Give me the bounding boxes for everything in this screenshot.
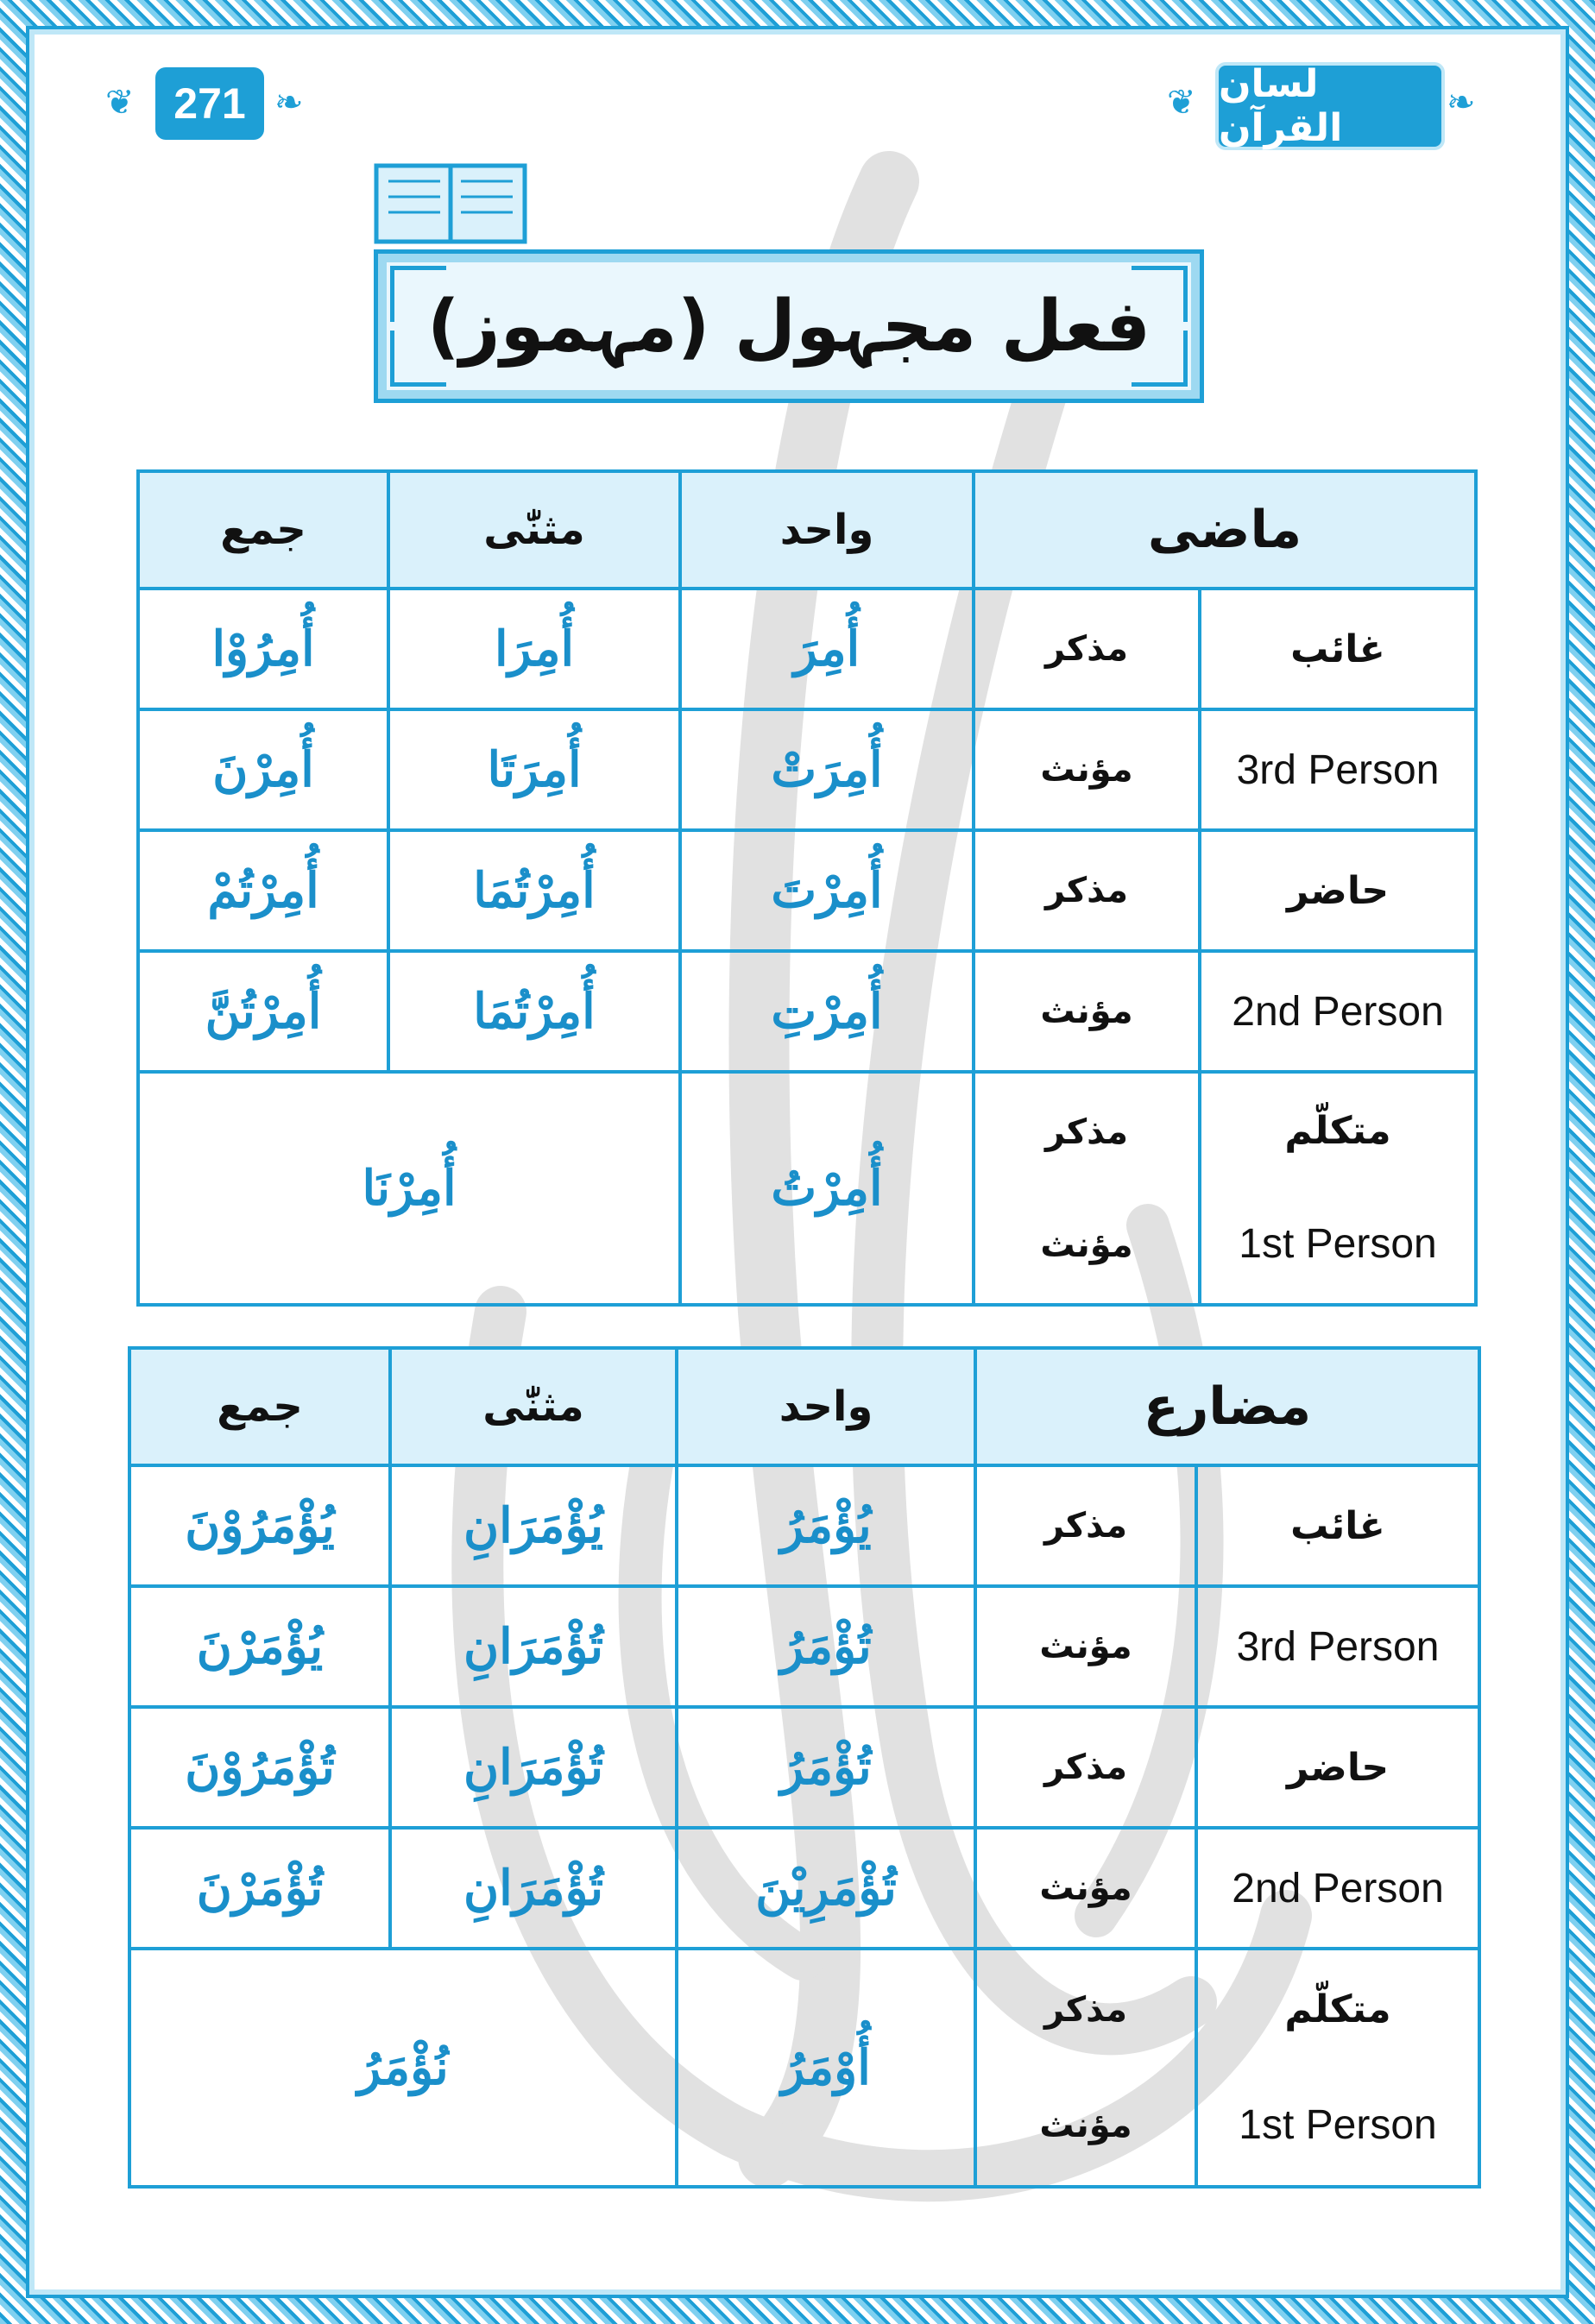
open-book-icon [373,162,528,245]
gender-label: مؤنث [1040,992,1133,1031]
gender-label: مؤنث [1039,1868,1132,1908]
verb-form: أُمِرْتِ [771,983,883,1040]
header-tense: مضارع [975,1348,1479,1465]
verb-form: تُؤْمَرُ [780,1618,872,1675]
table-row [129,1586,1479,1707]
table-row [138,951,1476,1072]
person-label: متکلّم [1284,1109,1391,1153]
header-wahid: واحد [677,1348,975,1465]
verb-form: نُؤْمَرُ [357,2039,449,2096]
person-label: 3rd Person [1236,1623,1440,1670]
verb-form: أُمِرْنَا [362,1160,457,1217]
gender-label: مذکر [1043,1748,1127,1787]
corner-ornament [390,331,446,387]
verb-form: تُؤْمَرِيْنَ [755,1860,897,1917]
verb-form: تُؤْمَرَانِ [463,1618,604,1675]
page-title: فعل مجہول (مہموز) [426,285,1151,368]
header-wahid: واحد [680,471,974,589]
verb-form: يُؤْمَرُ [780,1497,872,1554]
flourish-right-icon: ❧ [1447,83,1476,123]
person-label: متکلّم [1284,1987,1391,2031]
verb-form: أُمِرْتُ [771,1160,883,1217]
verb-form: أُمِرَ [793,620,861,677]
madi-table [136,469,1478,1307]
verb-form: أُمِرَا [494,620,574,677]
verb-form: أُوْمَرُ [781,2039,871,2096]
verb-form: أُمِرْتُمَا [473,862,596,919]
verb-form: أُمِرْتُمْ [207,862,319,919]
gender-label: مذکر [1044,629,1128,669]
gender-label: مؤنث [1040,1225,1133,1265]
page-number: 271 [155,67,264,140]
gender-label: مذکر [1044,871,1128,910]
verb-form: أُمِرَتَا [487,741,582,798]
verb-form: أُمِرُوْا [211,620,315,677]
person-label: غائب [1290,1503,1385,1548]
verb-form: تُؤْمَرَانِ [463,1860,604,1917]
verb-form: أُمِرْتُمَا [473,983,596,1040]
verb-form: تُؤْمَرْنَ [196,1860,324,1917]
table-row [129,1707,1479,1828]
gender-label: مذکر [1043,1506,1127,1546]
verb-form: أُمِرْتُنَّ [205,983,322,1040]
gender-label: مذکر [1044,1112,1128,1152]
table-row [129,1949,1479,2187]
header-jam: جمع [138,471,388,589]
person-label: 3rd Person [1236,746,1440,793]
table-row [138,709,1476,830]
verb-form: تُؤْمَرَانِ [463,1739,604,1796]
header-tense: ماضی [974,471,1476,589]
header-muthanna: مثنّٰی [390,1348,677,1465]
person-label: حاضر [1286,868,1390,913]
person-label: 2nd Person [1232,1865,1444,1911]
table-row [138,589,1476,709]
person-label: غائب [1290,627,1385,671]
person-label: 1st Person [1239,1221,1437,1267]
table-row [138,830,1476,951]
title-box [378,254,1200,399]
mudari-table [128,1346,1481,2189]
verb-form: يُؤْمَرْنَ [196,1618,324,1675]
table-row [129,1828,1479,1949]
verb-form: تُؤْمَرُوْنَ [185,1739,335,1796]
gender-label: مؤنث [1039,2106,1132,2145]
gender-label: مؤنث [1039,1627,1132,1666]
header-muthanna: مثنّٰی [388,471,680,589]
corner-ornament [1132,266,1188,322]
person-label: 2nd Person [1232,988,1444,1035]
person-label: حاضر [1286,1745,1390,1790]
gender-label: مذکر [1043,1990,1127,2030]
gender-label: مؤنث [1040,750,1133,790]
verb-form: يُؤْمَرُوْنَ [185,1497,335,1554]
verb-form: أُمِرْتَ [771,862,883,919]
flourish-left-icon: ❦ [105,83,135,123]
book-title-label: لسان القرآن [1215,62,1445,150]
person-label: 1st Person [1239,2101,1437,2148]
flourish-left-icon: ❦ [1167,83,1196,123]
table-row [129,1465,1479,1586]
verb-form: أُمِرَتْ [771,741,883,798]
flourish-right-icon: ❧ [274,83,304,123]
corner-ornament [1132,331,1188,387]
verb-form: يُؤْمَرَانِ [463,1497,604,1554]
corner-ornament [390,266,446,322]
verb-form: أُمِرْنَ [212,741,314,798]
header-jam: جمع [129,1348,390,1465]
table-row [138,1072,1476,1305]
verb-form: تُؤْمَرُ [780,1739,872,1796]
